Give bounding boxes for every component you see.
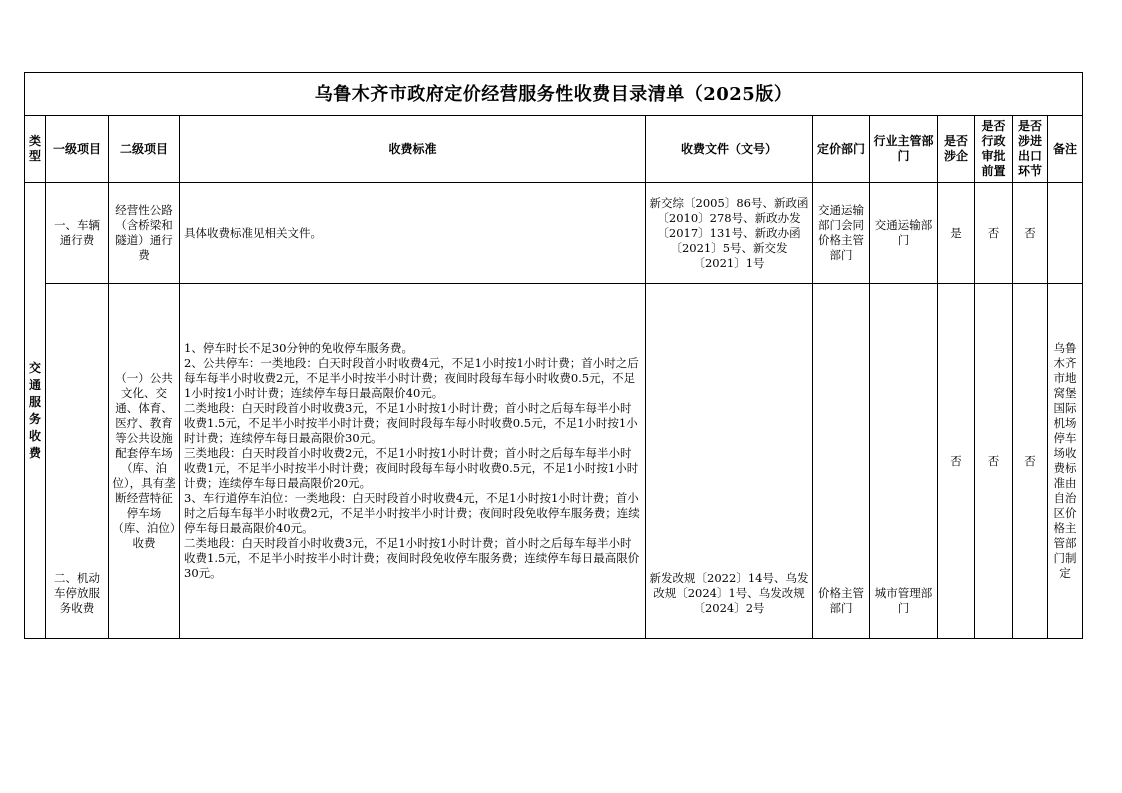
page-title: 乌鲁木齐市政府定价经营服务性收费目录清单（2025版） — [25, 73, 1083, 116]
row-pricing-dept: 交通运输部门会同价格主管部门 — [813, 183, 870, 284]
header-row — [25, 116, 1083, 183]
row-document: 新交综〔2005〕86号、新政函〔2010〕278号、新政办发〔2017〕131号、新政办函〔2021〕5号、新交发〔2021〕1号 — [646, 183, 813, 284]
table-row — [25, 284, 1083, 639]
row-level2: （一）公共文化、交通、体育、医疗、教育等公共设施配套停车场（库、泊位），具有垄断经营特征停车场（库、泊位）收费 — [109, 284, 180, 639]
standard-line: 2、公共停车：一类地段：白天时段首小时收费4元，不足1小时按1小时计费；首小时之后每车每半小时收费2元，不足半小时按半小时计费；夜间时段每车每小时收费0.5元，不足1小时按1小时计费；连续停车每日最高限价40元。 — [184, 356, 639, 400]
row-industry-dept: 城市管理部门 — [870, 284, 938, 639]
category-cell: 交通服务收费 — [25, 183, 46, 639]
row-involve-enterprise: 是 — [938, 183, 975, 284]
header-type: 类型 — [25, 116, 46, 183]
header-pricing-dept: 定价部门 — [813, 116, 870, 183]
header-import-export: 是否涉进出口环节 — [1013, 116, 1048, 183]
header-admin-approval: 是否行政审批前置 — [975, 116, 1013, 183]
row-admin-approval: 否 — [975, 183, 1013, 284]
row-remark — [1048, 183, 1083, 284]
standard-line: 三类地段：白天时段首小时收费2元，不足1小时按1小时计费；首小时之后每车每半小时收费1元，不足半小时按半小时计费；夜间时段每车每小时收费0.5元，不足1小时按1小时计费；连续停车每日最高限价20元。 — [184, 446, 639, 490]
row-remark: 乌鲁木齐市地窝堡国际机场停车场收费标准由自治区价格主管部门制定 — [1048, 284, 1083, 639]
row-level1: 二、机动车停放服务收费 — [46, 284, 109, 639]
header-industry-dept: 行业主管部门 — [870, 116, 938, 183]
row-admin-approval: 否 — [975, 284, 1013, 639]
row-involve-enterprise: 否 — [938, 284, 975, 639]
standard-line: 二类地段：白天时段首小时收费3元，不足1小时按1小时计费；首小时之后每车每半小时收费1.5元，不足半小时按半小时计费；夜间时段免收停车服务费；连续停车每日最高限价30元。 — [184, 536, 640, 580]
row-document: 新发改规〔2022〕14号、乌发改规〔2024〕1号、乌发改规〔2024〕2号 — [646, 284, 813, 639]
standard-line: 3、车行道停车泊位：一类地段：白天时段首小时收费4元，不足1小时按1小时计费；首小时之后每车每半小时收费2元，不足半小时按半小时计费；夜间时段免收停车服务费；连续停车每日最高限价40元。 — [184, 491, 640, 535]
row-standard — [180, 284, 646, 639]
table-row — [25, 183, 1083, 284]
header-level2: 二级项目 — [109, 116, 180, 183]
fee-catalog-sheet — [24, 72, 1082, 639]
row-pricing-dept: 价格主管部门 — [813, 284, 870, 639]
header-standard: 收费标准 — [180, 116, 646, 183]
header-level1: 一级项目 — [46, 116, 109, 183]
header-document: 收费文件（文号） — [646, 116, 813, 183]
fee-catalog-table — [24, 72, 1083, 639]
row-import-export: 否 — [1013, 284, 1048, 639]
row-standard — [180, 183, 646, 284]
row-industry-dept: 交通运输部门 — [870, 183, 938, 284]
standard-line: 1、停车时长不足30分钟的免收停车服务费。 — [184, 341, 413, 355]
standard-line: 具体收费标准见相关文件。 — [184, 225, 322, 240]
standard-line: 二类地段：白天时段首小时收费3元，不足1小时按1小时计费；首小时之后每车每半小时收费1.5元，不足半小时按半小时计费；夜间时段每车每小时收费0.5元，不足1小时按1小时计费；连续停车每日最高限价30元。 — [184, 401, 638, 445]
row-level1: 一、车辆通行费 — [46, 183, 109, 284]
header-remark: 备注 — [1048, 116, 1083, 183]
row-import-export: 否 — [1013, 183, 1048, 284]
row-level2: 经营性公路（含桥梁和隧道）通行费 — [109, 183, 180, 284]
header-involve-enterprise: 是否涉企 — [938, 116, 975, 183]
